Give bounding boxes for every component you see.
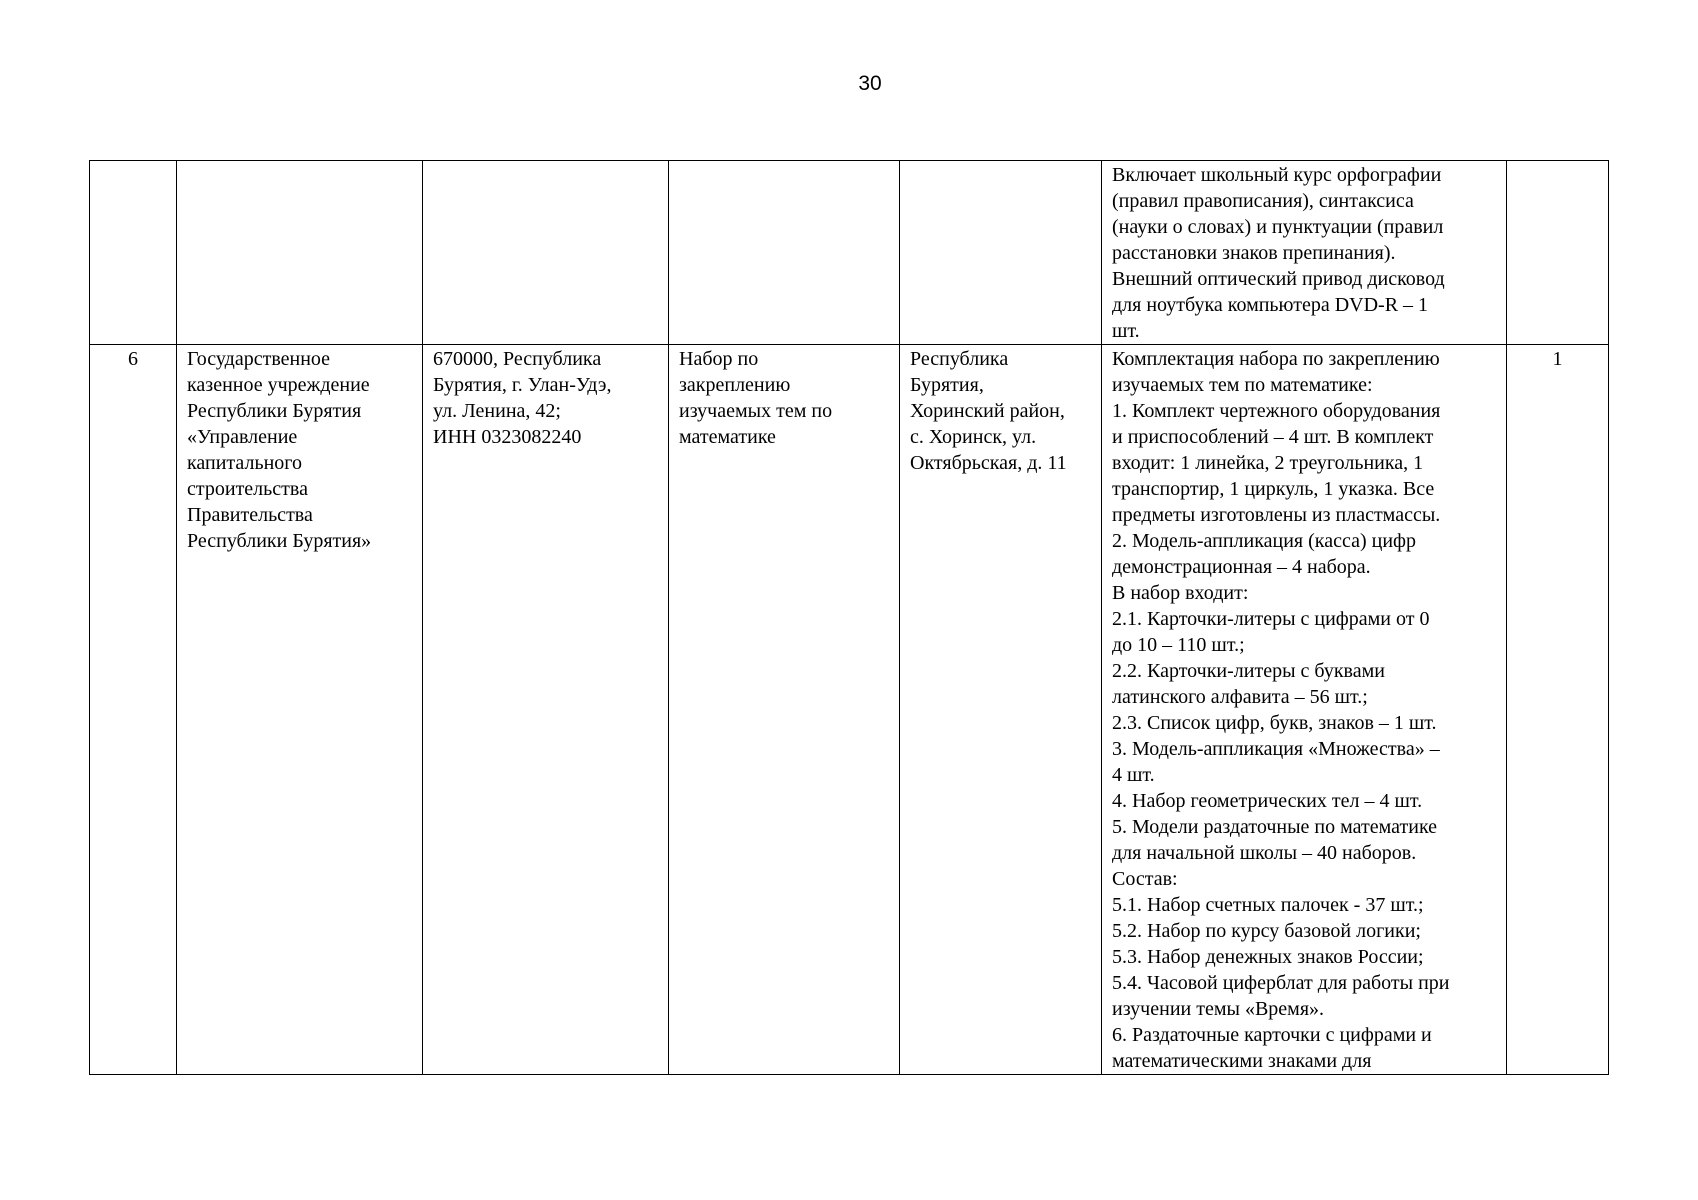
spec-line: входит: 1 линейка, 2 треугольника, 1 [1112, 452, 1424, 474]
spec-line: для ноутбука компьютера DVD-R – 1 [1112, 294, 1429, 316]
delivery-line: с. Хоринск, ул. [910, 426, 1037, 448]
spec-line: транспортир, 1 циркуль, 1 указка. Все [1112, 478, 1435, 500]
quantity-cell [1507, 345, 1609, 1075]
item-line: закреплению [679, 374, 791, 396]
address-cell [423, 345, 669, 1075]
customer-line: Республики Бурятия» [187, 530, 372, 552]
spec-line: Состав: [1112, 868, 1178, 890]
quantity-value: 1 [1552, 348, 1563, 370]
delivery-address-cell [900, 345, 1102, 1075]
spec-line: Комплектация набора по закреплению [1112, 348, 1440, 370]
spec-line: 2.2. Карточки-литеры с буквами [1112, 660, 1385, 682]
spec-line: 5.4. Часовой циферблат для работы при [1112, 972, 1450, 994]
spec-line: 2.1. Карточки-литеры с цифрами от 0 [1112, 608, 1430, 630]
spec-line: 2.3. Список цифр, букв, знаков – 1 шт. [1112, 712, 1437, 734]
address-line: Бурятия, г. Улан-Удэ, [433, 374, 612, 396]
spec-line: 5.3. Набор денежных знаков России; [1112, 946, 1424, 968]
spec-line: 5. Модели раздаточные по математике [1112, 816, 1438, 838]
specification-cell [1102, 161, 1507, 345]
spec-line: 4. Набор геометрических тел – 4 шт. [1112, 790, 1423, 812]
spec-line: и приспособлений – 4 шт. В комплект [1112, 426, 1434, 448]
customer-line: Государственное [187, 348, 331, 370]
customer-line: Республики Бурятия [187, 400, 362, 422]
spec-line: латинского алфавита – 56 шт.; [1112, 686, 1368, 708]
spec-line: Включает школьный курс орфографии [1112, 164, 1442, 186]
item-line: изучаемых тем по [679, 400, 833, 422]
customer-line: строительства [187, 478, 308, 500]
table-row [90, 161, 1609, 345]
customer-line: казенное учреждение [187, 374, 370, 396]
spec-line: В набор входит: [1112, 582, 1249, 604]
procurement-table [89, 160, 1609, 1075]
customer-cell [177, 161, 423, 345]
spec-line: 6. Раздаточные карточки с цифрами и [1112, 1024, 1432, 1046]
spec-line: (правил правописания), синтаксиса [1112, 190, 1414, 212]
row-number-cell [90, 161, 177, 345]
spec-line: шт. [1112, 320, 1140, 342]
spec-line: математическими знаками для [1112, 1050, 1372, 1072]
spec-line: изучаемых тем по математике: [1112, 374, 1373, 396]
row-number: 6 [128, 348, 138, 370]
page-number: 30 [858, 72, 882, 95]
item-cell [669, 345, 900, 1075]
spec-line: 5.1. Набор счетных палочек - 37 шт.; [1112, 894, 1424, 916]
address-line: 670000, Республика [433, 348, 602, 370]
spec-line: предметы изготовлены из пластмассы. [1112, 504, 1441, 526]
spec-line: 2. Модель-аппликация (касса) цифр [1112, 530, 1416, 552]
customer-line: Правительства [187, 504, 313, 526]
spec-line: для начальной школы – 40 наборов. [1112, 842, 1417, 864]
specification-cell [1102, 345, 1507, 1075]
spec-line: изучении темы «Время». [1112, 998, 1325, 1020]
item-line: математике [679, 426, 776, 448]
spec-line: Внешний оптический привод дисковод [1112, 268, 1445, 290]
spec-line: 1. Комплект чертежного оборудования [1112, 400, 1441, 422]
row-number-cell [90, 345, 177, 1075]
customer-line: капитального [187, 452, 302, 474]
customer-cell [177, 345, 423, 1075]
address-cell [423, 161, 669, 345]
delivery-line: Бурятия, [910, 374, 984, 396]
spec-line: 5.2. Набор по курсу базовой логики; [1112, 920, 1421, 942]
spec-line: демонстрационная – 4 набора. [1112, 556, 1371, 578]
address-line: ИНН 0323082240 [433, 426, 582, 448]
spec-line: 3. Модель-аппликация «Множества» – [1112, 738, 1440, 760]
customer-line: «Управление [187, 426, 298, 448]
delivery-line: Республика [910, 348, 1009, 370]
item-cell [669, 161, 900, 345]
spec-line: расстановки знаков препинания). [1112, 242, 1396, 264]
item-line: Набор по [679, 348, 759, 370]
spec-line: 4 шт. [1112, 764, 1155, 786]
quantity-cell [1507, 161, 1609, 345]
delivery-line: Хоринский район, [910, 400, 1065, 422]
delivery-address-cell [900, 161, 1102, 345]
table-row [90, 345, 1609, 1075]
address-line: ул. Ленина, 42; [433, 400, 561, 422]
spec-line: (науки о словах) и пунктуации (правил [1112, 216, 1444, 238]
spec-line: до 10 – 110 шт.; [1112, 634, 1245, 656]
delivery-line: Октябрьская, д. 11 [910, 452, 1067, 474]
